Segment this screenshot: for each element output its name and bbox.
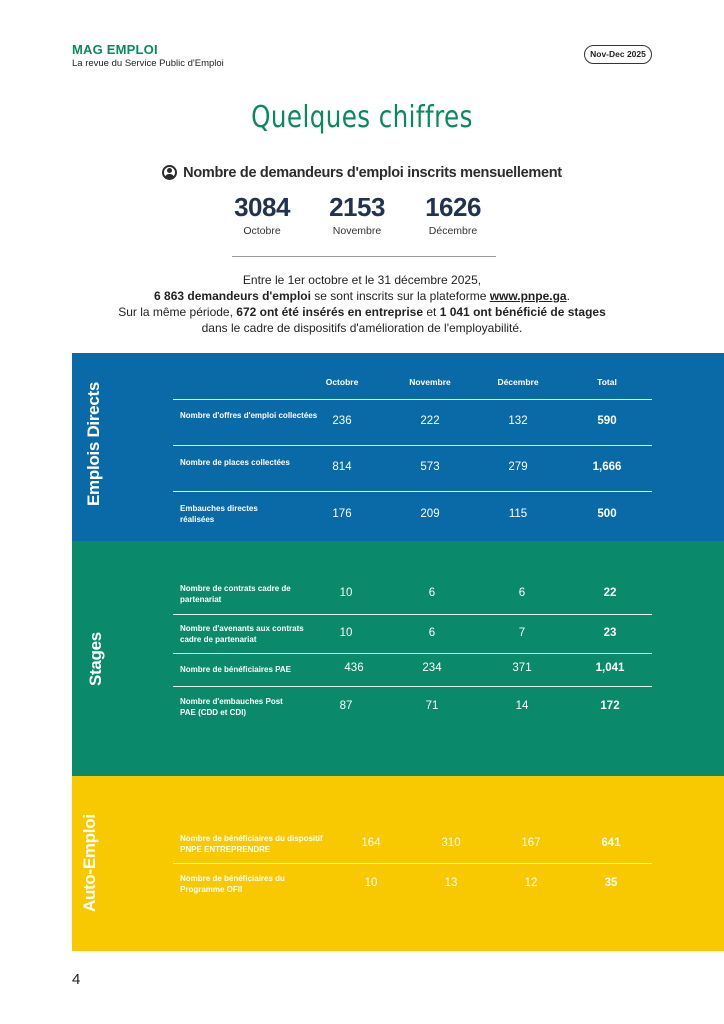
intro-line-2 xyxy=(0,288,724,304)
row-divider xyxy=(173,491,652,492)
table-cell: 222 xyxy=(420,415,440,427)
table-cell: 132 xyxy=(508,415,528,427)
stat-novembre xyxy=(312,192,402,237)
intro-line-3 xyxy=(0,304,724,320)
table-cell-total: 590 xyxy=(597,415,617,427)
table-cell: 10 xyxy=(339,627,353,639)
row-divider xyxy=(173,614,652,615)
table-cell: 573 xyxy=(420,461,440,473)
table-cell: 10 xyxy=(364,877,378,889)
magazine-title: MAG EMPLOI xyxy=(72,42,158,57)
table-cell: 6 xyxy=(428,587,436,599)
row-label: Nombre de bénéficiaires du Programme OFII xyxy=(180,874,285,894)
table-cell: 167 xyxy=(521,837,541,849)
table-cell: 209 xyxy=(420,508,440,520)
row-divider xyxy=(173,686,652,687)
table-cell: 87 xyxy=(339,700,353,712)
intro-paragraph xyxy=(0,272,724,336)
intro-bold-registered: 6 863 demandeurs d'emploi xyxy=(154,289,311,303)
page-number: 4 xyxy=(72,971,81,988)
band-stages xyxy=(72,541,724,776)
table-cell: 310 xyxy=(441,837,461,849)
page-title: Quelques chiffres xyxy=(251,100,473,135)
column-header-total: Total xyxy=(597,377,617,387)
table-cell-total: 35 xyxy=(604,877,618,889)
intro-line-1: Entre le 1er octobre et le 31 décembre 2025, xyxy=(242,273,482,287)
column-header-decembre: Décembre xyxy=(497,377,539,387)
row-divider xyxy=(173,653,652,654)
section-title-stages: Stages xyxy=(86,632,105,686)
row-divider xyxy=(173,863,652,864)
intro-text: et xyxy=(423,305,440,319)
table-cell: 6 xyxy=(428,627,436,639)
column-header-octobre: Octobre xyxy=(325,377,359,387)
person-pin-icon xyxy=(162,165,177,180)
table-cell-total: 641 xyxy=(601,837,621,849)
table-cell: 436 xyxy=(344,662,364,674)
row-label: Nombre d'embauches Post PAE (CDD et CDI) xyxy=(180,697,283,717)
section-title-emplois-directs: Emplois Directs xyxy=(84,382,103,506)
table-cell: 10 xyxy=(339,587,353,599)
stat-value: 3084 xyxy=(234,192,290,222)
divider xyxy=(232,256,496,257)
table-cell-total: 1,041 xyxy=(595,662,625,674)
row-label: Embauches directes réalisées xyxy=(180,504,258,524)
stat-label: Octobre xyxy=(243,225,281,237)
table-cell: 14 xyxy=(515,700,529,712)
stat-value: 2153 xyxy=(329,192,385,222)
table-cell: 6 xyxy=(518,587,526,599)
table-cell: 71 xyxy=(425,700,439,712)
row-divider xyxy=(173,445,652,446)
table-cell: 279 xyxy=(508,461,528,473)
section-title-auto-emploi: Auto-Emploi xyxy=(80,814,99,912)
row-divider xyxy=(173,399,652,400)
intro-bold-inserted: 672 ont été insérés en entreprise xyxy=(236,305,424,319)
table-cell-total: 172 xyxy=(600,700,620,712)
table-cell: 236 xyxy=(332,415,352,427)
intro-bold-stages: 1 041 ont bénéficié de stages xyxy=(439,305,606,319)
table-cell: 7 xyxy=(518,627,526,639)
table-cell: 13 xyxy=(444,877,458,889)
issue-badge: Nov-Dec 2025 xyxy=(584,45,652,64)
intro-period: . xyxy=(566,289,570,303)
intro-text: se sont inscrits sur la plateforme xyxy=(310,289,490,303)
table-cell: 12 xyxy=(524,877,538,889)
row-label: Nombre de bénéficiaires du dispositif PNPE ENTREPRENDRE xyxy=(180,834,323,854)
stat-decembre xyxy=(408,192,498,237)
registrations-heading-text: Nombre de demandeurs d'emploi inscrits mensuellement xyxy=(183,165,562,181)
table-cell-total: 23 xyxy=(603,627,617,639)
stat-label: Novembre xyxy=(332,225,382,237)
table-cell-total: 500 xyxy=(597,508,617,520)
column-header-novembre: Novembre xyxy=(409,377,451,387)
table-cell: 371 xyxy=(512,662,532,674)
table-cell: 176 xyxy=(332,508,352,520)
table-cell-total: 22 xyxy=(603,587,617,599)
stat-octobre xyxy=(217,192,307,237)
table-cell: 164 xyxy=(361,837,381,849)
intro-line-4: dans le cadre de dispositifs d'amélioration de l'employabilité. xyxy=(201,321,523,335)
registrations-heading xyxy=(0,165,724,181)
row-label: Nombre d'avenants aux contrats cadre de partenariat xyxy=(180,624,304,644)
table-cell-total: 1,666 xyxy=(592,461,622,473)
row-label: Nombre d'offres d'emploi collectées xyxy=(180,411,318,420)
intro-text: Sur la même période, xyxy=(118,305,237,319)
magazine-subtitle: La revue du Service Public d'Emploi xyxy=(72,58,224,69)
table-cell: 234 xyxy=(422,662,442,674)
row-label: Nombre de bénéficiaires PAE xyxy=(180,665,291,674)
table-cell: 115 xyxy=(508,508,528,520)
stat-value: 1626 xyxy=(425,192,481,222)
row-label: Nombre de contrats cadre de partenariat xyxy=(180,584,291,604)
platform-link[interactable]: www.pnpe.ga xyxy=(489,289,567,303)
table-cell: 814 xyxy=(332,461,352,473)
stat-label: Décembre xyxy=(428,225,478,237)
row-label: Nombre de places collectées xyxy=(180,458,290,467)
